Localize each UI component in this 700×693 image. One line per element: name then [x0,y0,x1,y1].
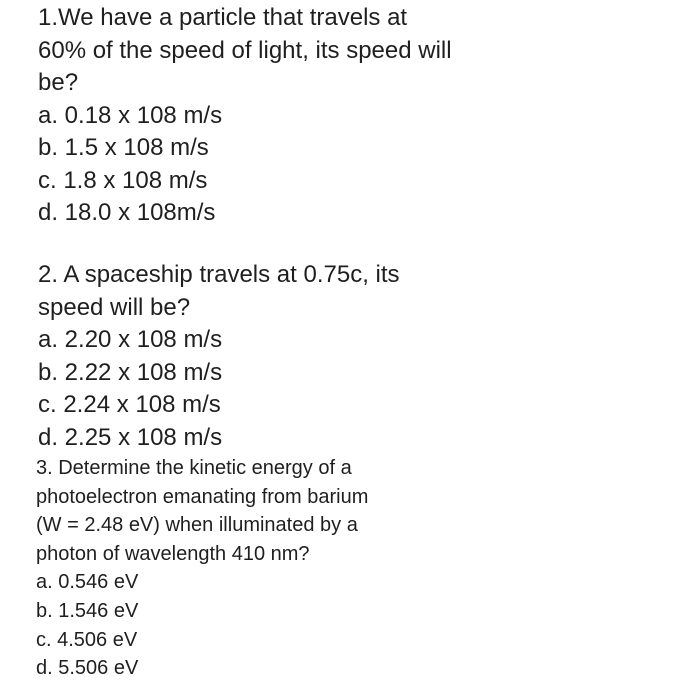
question-1-option-b: b. 1.5 x 108 m/s [38,134,209,161]
question-1-option-c: c. 1.8 x 108 m/s [38,166,208,194]
question-3-option-c: c. 4.506 eV [36,628,138,651]
question-3-text-line-1: 3. Determine the kinetic energy of a [36,457,352,479]
question-3-text-line-4: photon of wavelength 410 nm? [36,542,310,565]
question-2-text-line-2: speed will be? [38,293,191,321]
question-1-option-a: a. 0.18 x 108 m/s [38,101,223,129]
question-2-option-a: a. 2.20 x 108 m/s [38,326,223,353]
question-2-option-c: c. 2.24 x 108 m/s [38,391,221,418]
question-1-text-line-1: 1.We have a particle that travels at [38,4,408,31]
question-1-text-line-2: 60% of the speed of light, its speed will [38,36,452,64]
question-2-option-d: d. 2.25 x 108 m/s [38,423,223,451]
question-3 [36,454,516,683]
question-1 [38,2,558,230]
question-3-option-b: b. 1.546 eV [36,599,139,622]
question-3-option-d: d. 5.506 eV [36,657,139,680]
question-1-text-line-3: be? [38,69,79,96]
question-2 [38,259,558,454]
question-3-text-line-3: (W = 2.48 eV) when illuminated by a [36,514,358,537]
question-3-option-a: a. 0.546 eV [36,571,139,594]
question-3-text-line-2: photoelectron emanating from barium [36,485,369,508]
question-2-text-line-1: 2. A spaceship travels at 0.75c, its [38,261,400,288]
question-2-option-b: b. 2.22 x 108 m/s [38,358,223,386]
question-1-option-d: d. 18.0 x 108m/s [38,199,216,226]
